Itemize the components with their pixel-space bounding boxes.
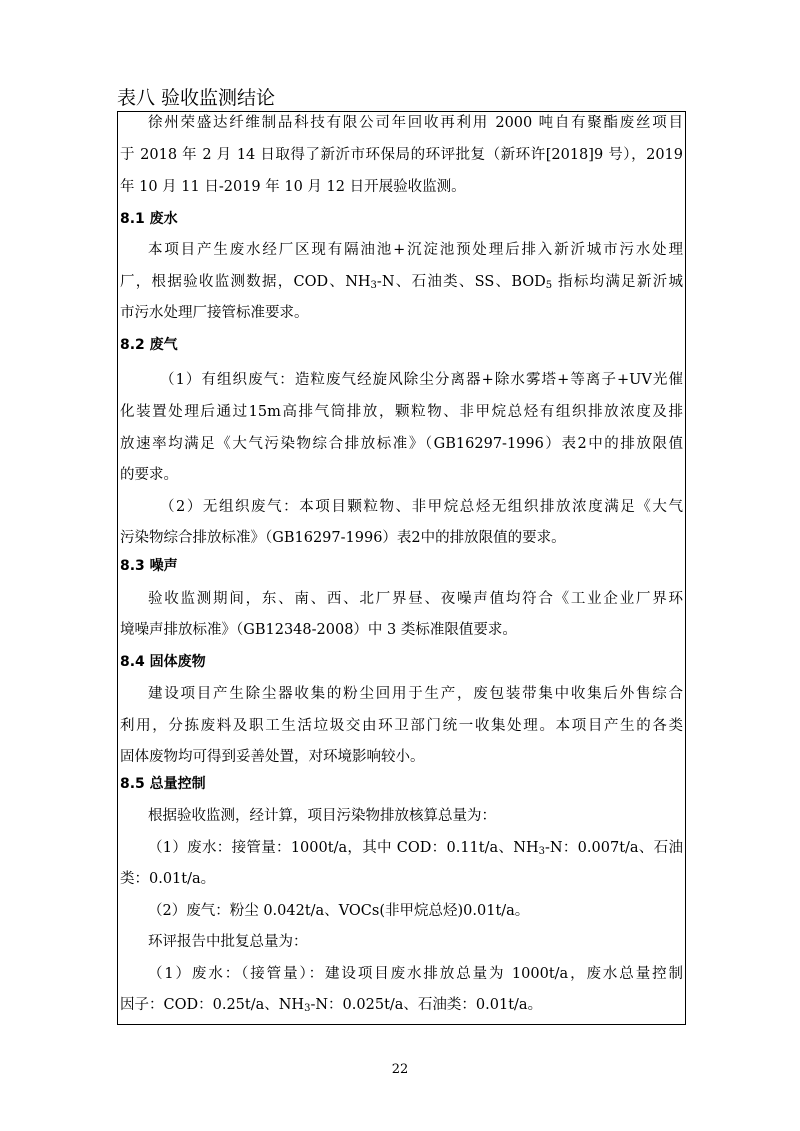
noise-line: 验收监测期间，东、南、西、北厂界昼、夜噪声值均符合《工业企业厂界环 [148, 591, 683, 607]
solid-waste-line: 利用，分拣废料及职工生活垃圾交由环卫部门统一收集处理。本项目产生的各类 [120, 718, 683, 734]
solid-waste-line: 固体废物均可得到妥善处置，对环境影响较小。 [120, 749, 425, 765]
exhaust-fugitive-line: （2）无组织废气：本项目颗粒物、非甲烷总烃无组织排放浓度满足《大气 [160, 499, 683, 515]
total-control-line: （1）废水：接管量：1000t/a，其中 COD：0.11t/a、$NH_3-N$：0.007t/a、石油 [148, 840, 683, 857]
total-control-line: 环评报告中批复总量为： [148, 934, 308, 950]
heading-exhaust-gas: 8.2 废气 [120, 337, 178, 353]
total-control-line: 根据验收监测，经计算，项目污染物排放核算总量为： [148, 808, 496, 824]
noise-line: 境噪声排放标准》（GB12348-2008）中 3 类标准限值要求。 [120, 622, 517, 638]
heading-wastewater: 8.1 废水 [120, 211, 178, 227]
section-title: 表八 验收监测结论 [117, 87, 276, 109]
total-control-line: （2）废气：粉尘 0.042t/a、VOCs(非甲烷总烃)0.01t/a。 [148, 903, 530, 919]
heading-noise: 8.3 噪声 [120, 558, 178, 574]
heading-solid-waste: 8.4 固体废物 [120, 654, 206, 670]
intro-line: 徐州荣盛达纤维制品科技有限公司年回收再利用 2000 吨自有聚酯废丝项目 [148, 115, 683, 131]
solid-waste-line: 建设项目产生除尘器收集的粉尘回用于生产，废包装带集中收集后外售综合 [148, 686, 683, 702]
exhaust-fugitive-line: 污染物综合排放标准》（GB16297-1996）表2中的排放限值的要求。 [120, 530, 566, 546]
intro-line: 于 2018 年 2 月 14 日取得了新沂市环保局的环评批复（新环许[2018]9 号），2019 [120, 147, 683, 163]
exhaust-organized-line: 放速率均满足《大气污染物综合排放标准》（GB16297-1996）表2中的排放限值 [120, 436, 683, 452]
wastewater-line: 厂，根据验收监测数据，COD、$NH_3-N$、石油类、SS、$BOD_5$ 指标均满足新沂城 [120, 274, 683, 291]
intro-line: 年 10 月 11 日-2019 年 10 月 12 日开展验收监测。 [120, 179, 466, 195]
wastewater-line: 市污水处理厂接管标准要求。 [120, 305, 309, 321]
total-control-line: 因子：COD：0.25t/a、$NH_3-N$：0.025t/a、石油类：0.01t/a。 [120, 997, 543, 1014]
total-control-line: （1）废水：（接管量）：建设项目废水排放总量为 1000t/a，废水总量控制 [148, 966, 683, 982]
page-number: 22 [391, 1062, 409, 1077]
heading-total-control: 8.5 总量控制 [120, 776, 206, 792]
total-control-line: 类：0.01t/a。 [120, 871, 216, 887]
exhaust-organized-line: 的要求。 [120, 467, 178, 483]
exhaust-organized-line: （1）有组织废气：造粒废气经旋风除尘分离器+除水雾塔+等离子+UV光催 [160, 372, 683, 388]
exhaust-organized-line: 化装置处理后通过15m高排气筒排放，颗粒物、非甲烷总烃有组织排放浓度及排 [120, 404, 683, 420]
wastewater-line: 本项目产生废水经厂区现有隔油池+沉淀池预处理后排入新沂城市污水处理 [148, 242, 683, 258]
